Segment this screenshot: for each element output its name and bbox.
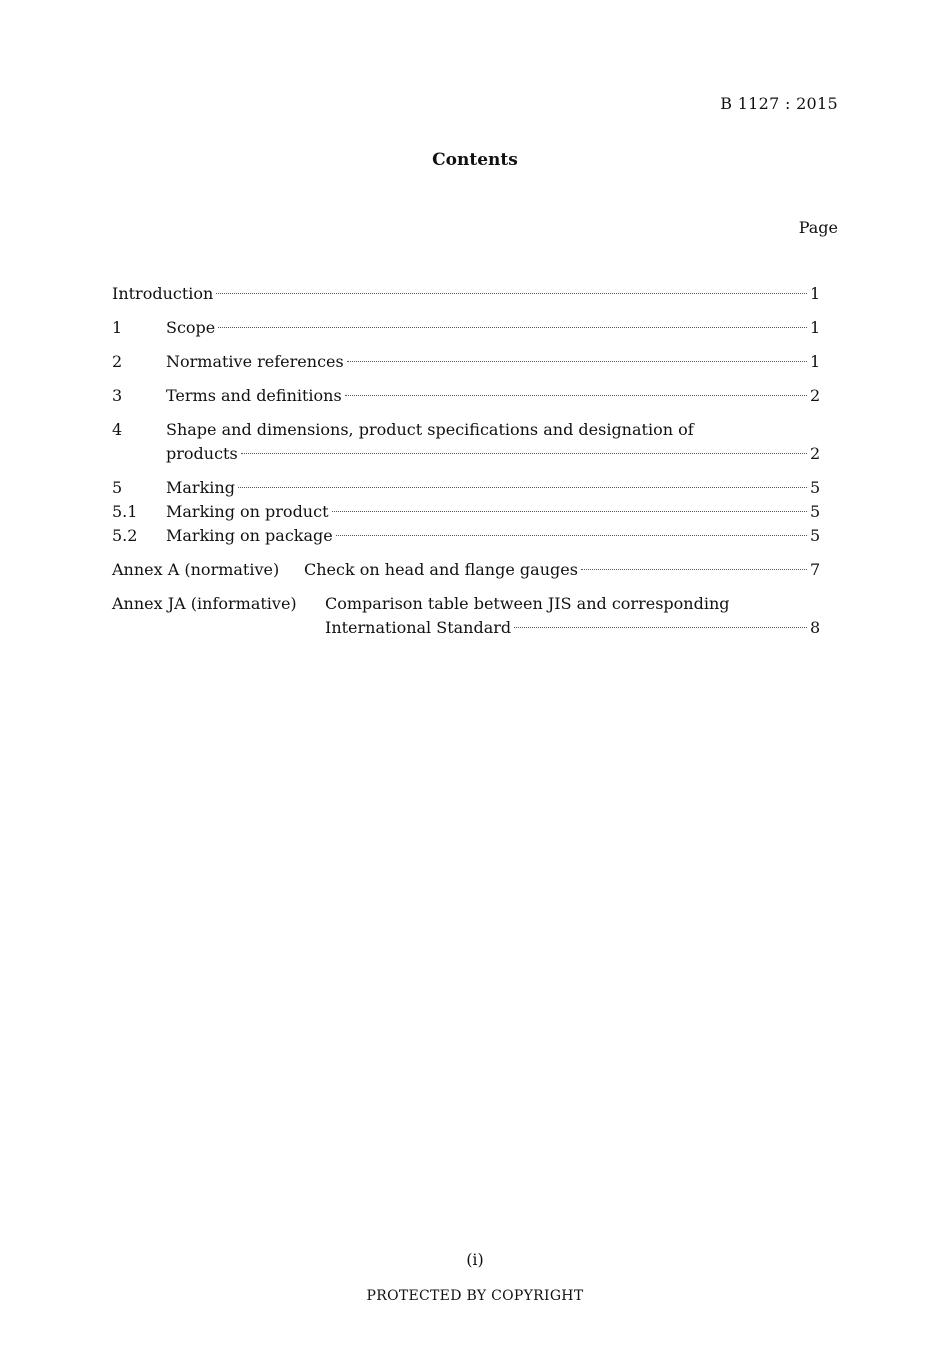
toc-entry-scope[interactable] bbox=[112, 316, 820, 340]
toc-section-number: 5 bbox=[112, 478, 123, 497]
toc-entry-text: Terms and definitions bbox=[166, 386, 342, 405]
dot-leader bbox=[514, 627, 807, 628]
footer-page-number: (i) bbox=[466, 1250, 484, 1269]
toc-entry-text: Comparison table between JIS and corresponding bbox=[325, 594, 730, 613]
toc-entry-text: Check on head and flange gauges bbox=[304, 560, 578, 579]
toc-section-number: 4 bbox=[112, 420, 123, 439]
toc-entry-introduction[interactable] bbox=[112, 282, 820, 306]
dot-leader bbox=[336, 535, 807, 536]
toc-page-number: 2 bbox=[810, 444, 821, 463]
annex-label: Annex A (normative) bbox=[112, 560, 280, 579]
toc-entry-marking-on-product[interactable] bbox=[112, 500, 820, 524]
toc-page-number: 5 bbox=[810, 502, 821, 521]
toc-page-number: 1 bbox=[810, 284, 821, 303]
document-id: B 1127 : 2015 bbox=[720, 94, 838, 113]
toc-entry-annex-ja[interactable] bbox=[112, 592, 820, 640]
toc-section-number: 1 bbox=[112, 318, 123, 337]
toc-entry-text: Marking on product bbox=[166, 502, 329, 521]
toc-entry-text-continued: products bbox=[166, 444, 238, 463]
toc-section-number: 2 bbox=[112, 352, 123, 371]
dot-leader bbox=[345, 395, 807, 396]
toc-entry-text-continued: International Standard bbox=[325, 618, 512, 637]
toc-page-number: 5 bbox=[810, 526, 821, 545]
toc-entry-text: Normative references bbox=[166, 352, 344, 371]
toc-entry-text: Marking on package bbox=[166, 526, 333, 545]
toc-entry-terms-and-definitions[interactable] bbox=[112, 384, 820, 408]
toc-page-number: 2 bbox=[810, 386, 821, 405]
toc-entry-text: Scope bbox=[166, 318, 216, 337]
toc-entry-marking-on-package[interactable] bbox=[112, 524, 820, 548]
dot-leader bbox=[347, 361, 807, 362]
dot-leader bbox=[241, 453, 807, 454]
dot-leader bbox=[581, 569, 807, 570]
annex-label: Annex JA (informative) bbox=[112, 594, 297, 613]
copyright-notice: PROTECTED BY COPYRIGHT bbox=[366, 1288, 584, 1304]
toc-entry-normative-references[interactable] bbox=[112, 350, 820, 374]
toc-section-number: 5.2 bbox=[112, 526, 138, 545]
page-column-label: Page bbox=[798, 218, 838, 237]
page-title: Contents bbox=[432, 150, 518, 170]
toc-section-number: 5.1 bbox=[112, 502, 138, 521]
dot-leader bbox=[218, 327, 807, 328]
toc-page-number: 1 bbox=[810, 352, 821, 371]
toc-entry-shape-and-dimensions[interactable] bbox=[112, 418, 820, 466]
toc-entry-text: Shape and dimensions, product specifications and designation of bbox=[166, 420, 694, 439]
toc-entry-marking[interactable] bbox=[112, 476, 820, 500]
dot-leader bbox=[238, 487, 807, 488]
toc-page-number: 1 bbox=[810, 318, 821, 337]
dot-leader bbox=[332, 511, 808, 512]
toc-page-number: 8 bbox=[810, 618, 821, 637]
dot-leader bbox=[216, 293, 807, 294]
toc-section-number: 3 bbox=[112, 386, 123, 405]
toc-entry-annex-a[interactable] bbox=[112, 558, 820, 582]
toc-page-number: 5 bbox=[810, 478, 821, 497]
table-of-contents bbox=[112, 282, 820, 640]
toc-entry-text: Introduction bbox=[112, 284, 214, 303]
toc-entry-text: Marking bbox=[166, 478, 235, 497]
toc-page-number: 7 bbox=[810, 560, 821, 579]
